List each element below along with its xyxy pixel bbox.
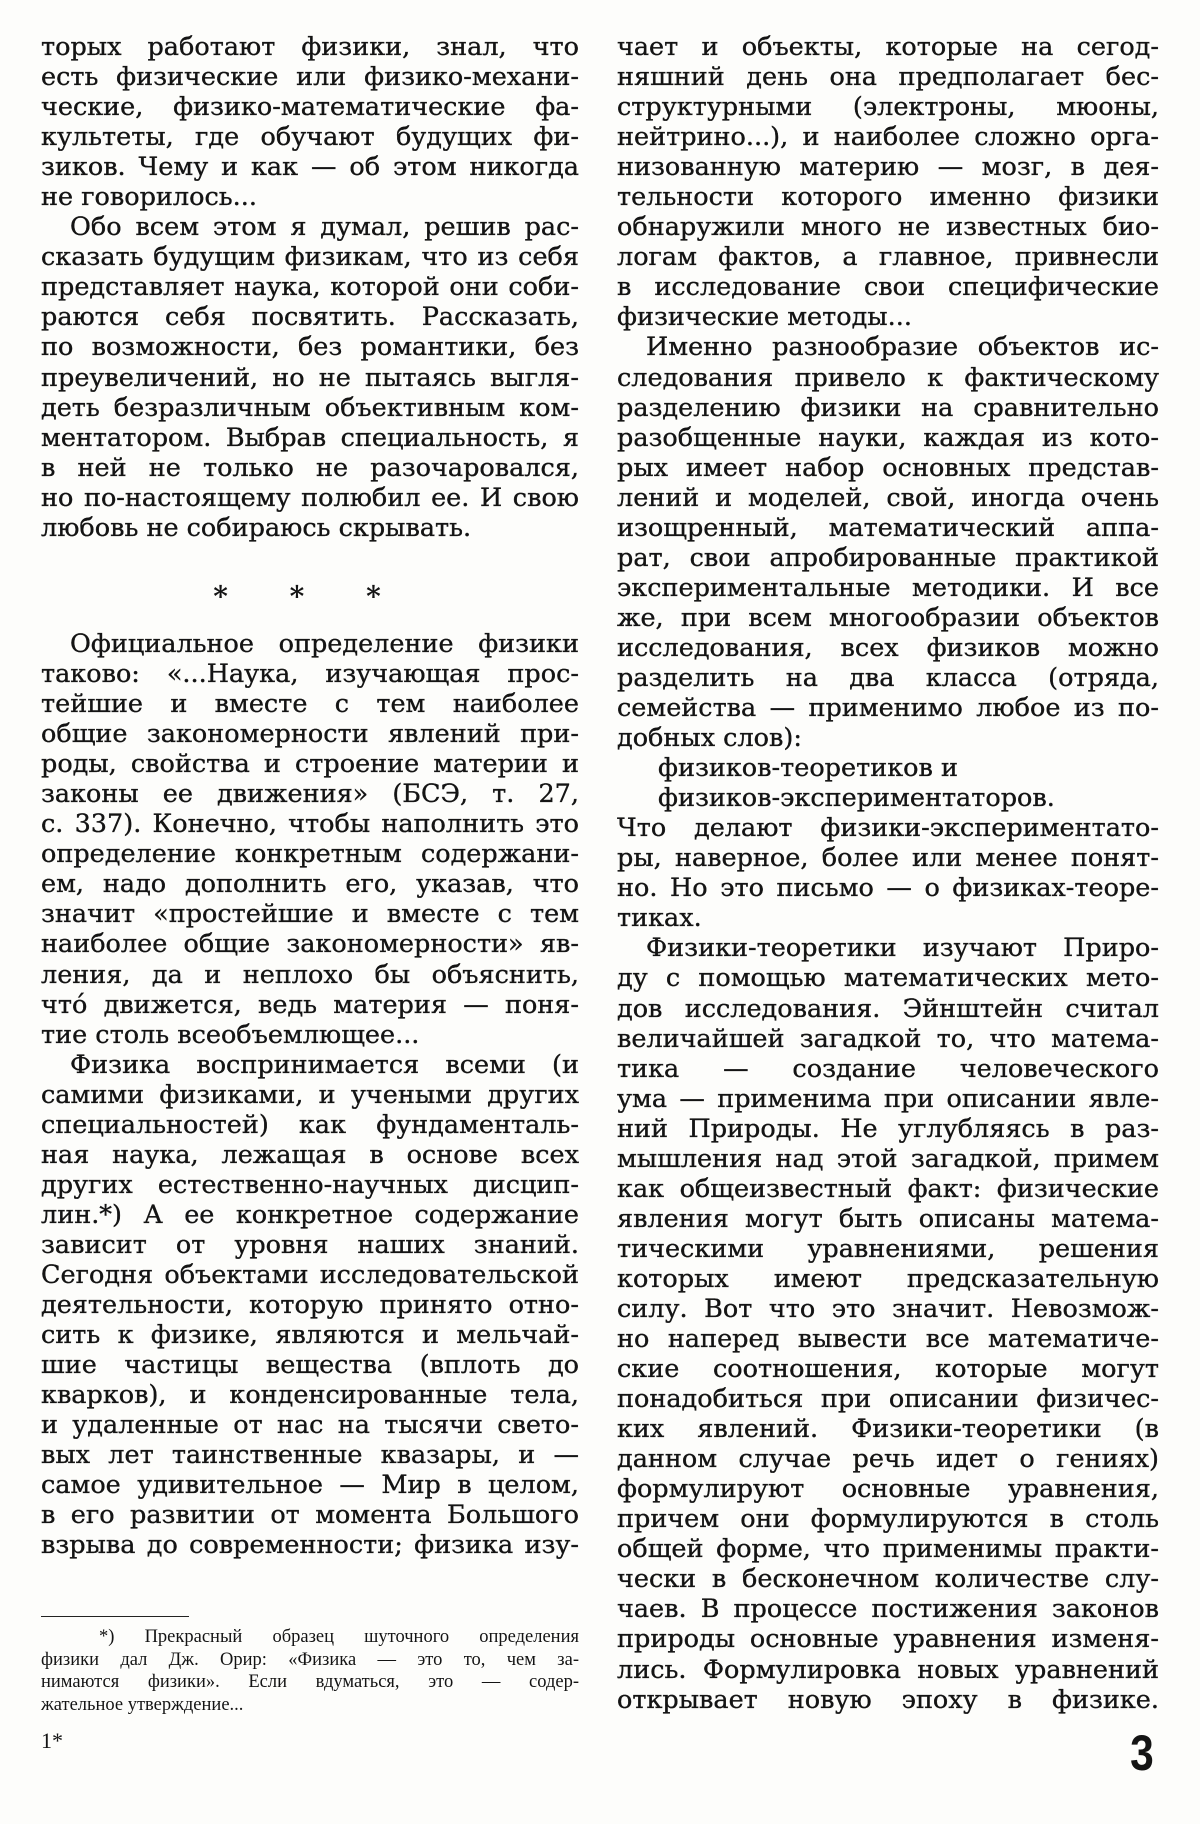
text-line: но наперед вывести все математиче- <box>617 1324 1159 1355</box>
section-separator: * * * <box>213 580 407 613</box>
text-line: лись. Формулировка новых уравнений <box>617 1654 1159 1685</box>
text-line: формулируют основные уравнения, <box>617 1474 1159 1505</box>
text-line: общей форме, что применимы практи- <box>617 1534 1159 1565</box>
text-line: вых лет таинственные квазары, и — <box>41 1440 579 1471</box>
text-line: рых имеет набор основных представ- <box>617 452 1159 483</box>
text-line: роды, свойства и строение материи и <box>41 749 579 780</box>
list-item: физиков-экспериментаторов. <box>658 783 1055 814</box>
text-line: Физики-теоретики изучают Приро- <box>646 933 1159 964</box>
text-line: мышления над этой загадкой, примем <box>617 1143 1159 1174</box>
text-line: няшний день она предполагает бес- <box>617 62 1159 93</box>
text-line: зиков. Чему и как — об этом никогда <box>41 152 579 183</box>
text-line: же, при всем многообразии объектов <box>617 602 1159 633</box>
text-line: по возможности, без романтики, без <box>41 332 579 363</box>
paragraph <box>41 212 579 543</box>
text-line: сить к физике, являются и мельчай- <box>41 1320 579 1351</box>
text-line: разделению физики на сравнительно <box>617 392 1159 423</box>
text-line: шие частицы вещества (вплоть до <box>41 1350 579 1381</box>
paragraph <box>617 933 1159 1714</box>
text-line: но по-настоящему полюбил ее. И свою <box>41 482 579 513</box>
text-line: специальностей) как фундаменталь- <box>41 1109 579 1140</box>
text-line: природы основные уравнения изменя- <box>617 1624 1159 1655</box>
paragraph <box>617 32 1159 332</box>
text-line: нейтрино...), и наиболее сложно орга- <box>617 122 1159 153</box>
text-line: определение конкретным содержани- <box>41 839 579 870</box>
text-line: есть физические или физико-механи- <box>41 62 579 93</box>
text-line: исследования, всех физиков можно <box>617 632 1159 663</box>
text-line: семейства — применимо любое из по- <box>617 693 1159 724</box>
text-line: взрыва до современности; физика изу- <box>41 1530 579 1561</box>
text-line: но. Но это письмо — о физиках-теоре- <box>617 873 1159 904</box>
text-line: величайшей загадкой то, что матема- <box>617 1023 1159 1054</box>
text-line: сказать будущим физикам, что из себя <box>41 242 579 273</box>
text-line: ры, наверное, более или менее понят- <box>617 843 1159 874</box>
text-line: следования привело к фактическому <box>617 362 1159 393</box>
text-line: в исследование свои специфические <box>617 272 1159 303</box>
text-line: изощренный, математический аппа- <box>617 512 1159 543</box>
left-column-top <box>41 32 579 543</box>
text-line: ких явлений. Физики-теоретики (в <box>617 1414 1159 1445</box>
text-line: раются себя посвятить. Рассказать, <box>41 302 579 333</box>
right-column <box>617 32 1159 1715</box>
text-line: логам фактов, а главное, привнесли <box>617 242 1159 273</box>
text-line: самое удивительное — Мир в целом, <box>41 1470 579 1501</box>
text-line: рат, свои апробированные практикой <box>617 542 1159 573</box>
text-line: самими физиками, и учеными других <box>41 1079 579 1110</box>
text-line: ментатором. Выбрав специальность, я <box>41 422 579 453</box>
paragraph <box>41 1050 579 1561</box>
text-line: ная наука, лежащая в основе всех <box>41 1139 579 1170</box>
text-line: культеты, где обучают будущих фи- <box>41 122 579 153</box>
text-line: не говорилось... <box>41 182 257 213</box>
text-line: разделить на два класса (отряда, <box>617 662 1159 693</box>
text-line: тейшие и вместе с тем наиболее <box>41 689 579 720</box>
text-line: наиболее общие закономерности» яв- <box>41 929 579 960</box>
signature-mark: 1* <box>41 1728 63 1753</box>
text-line: тие столь всеобъемлющее... <box>41 1019 420 1050</box>
footnote-line: *) Прекрасный образец шуточного определения <box>99 1627 579 1647</box>
text-line: представляет наука, которой они соби- <box>41 272 579 303</box>
text-line: законы ее движения» (БСЭ, т. 27, <box>41 779 579 810</box>
text-line: ления, да и неплохо бы объяснить, <box>41 959 579 990</box>
text-line: зависит от уровня наших знаний. <box>41 1229 579 1260</box>
text-line: деть безразличным объективным ком- <box>41 392 579 423</box>
text-line: общие закономерности явлений при- <box>41 719 579 750</box>
text-line: значит «простейшие и вместе с тем <box>41 899 579 930</box>
text-line: добных слов): <box>617 723 802 754</box>
text-line: торых работают физики, знал, что <box>41 32 579 62</box>
footnote-line: нимаются физики». Если вдуматься, это — содер- <box>41 1672 579 1693</box>
footnote <box>41 1626 579 1716</box>
footnote-line: жательное утверждение... <box>41 1694 244 1715</box>
text-line: как общеизвестный факт: физические <box>617 1173 1159 1204</box>
text-line: Именно разнообразие объектов ис- <box>646 332 1159 363</box>
text-line: Официальное определение физики <box>70 629 579 659</box>
text-line: экспериментальные методики. И все <box>617 572 1159 603</box>
text-line: в ней не только не разочаровался, <box>41 452 579 483</box>
text-line: любовь не собираюсь скрывать. <box>41 512 472 543</box>
text-line: физические методы... <box>617 302 912 333</box>
list <box>617 753 1159 813</box>
text-line: Обо всем этом я думал, решив рас- <box>70 212 579 243</box>
text-line: открывает новую эпоху в физике. <box>617 1684 1159 1715</box>
paragraph <box>617 813 1159 933</box>
text-line: деятельности, которую принято отно- <box>41 1290 579 1321</box>
text-line: Сегодня объектами исследовательской <box>41 1259 579 1290</box>
text-line: ду с помощью математических мето- <box>617 963 1159 994</box>
text-line: кварков), и конденсированные тела, <box>41 1380 579 1411</box>
paragraph <box>41 629 579 1050</box>
paragraph <box>617 332 1159 753</box>
text-line: тическими уравнениями, решения <box>617 1233 1159 1264</box>
text-line: ческие, физико-математические фа- <box>41 92 579 123</box>
text-line: структурными (электроны, мюоны, <box>617 92 1159 123</box>
text-line: преувеличений, но не пытаясь выгля- <box>41 362 579 393</box>
text-line: что́ движется, ведь материя — поня- <box>41 989 579 1020</box>
text-line: разобщенные науки, каждая из кото- <box>617 422 1159 453</box>
text-line: ские соотношения, которые могут <box>617 1354 1159 1385</box>
text-line: силу. Вот что это значит. Невозмож- <box>617 1293 1159 1324</box>
text-line: Физика воспринимается всеми (и <box>70 1049 579 1080</box>
page-number: 3 <box>1130 1725 1154 1781</box>
text-line: чаев. В процессе постижения законов <box>617 1594 1159 1625</box>
text-line: и удаленные от нас на тысячи свето- <box>41 1410 579 1441</box>
text-line: с. 337). Конечно, чтобы наполнить это <box>41 809 579 840</box>
text-line: низованную материю — мозг, в дея- <box>617 152 1159 183</box>
text-line: ума — применима при описании явле- <box>617 1083 1159 1114</box>
text-line: лений и моделей, свой, иногда очень <box>617 482 1159 513</box>
footnote-divider <box>41 1616 189 1617</box>
text-line: лин.*) А ее конкретное содержание <box>41 1199 579 1230</box>
text-line: тиках. <box>617 903 702 934</box>
text-line: обнаружили много не известных био- <box>617 212 1159 243</box>
text-line: тика — создание человеческого <box>617 1053 1159 1084</box>
text-line: понадобиться при описании физичес- <box>617 1384 1159 1415</box>
text-line: таково: «...Наука, изучающая прос- <box>41 659 579 690</box>
left-column-bottom <box>41 629 579 1560</box>
text-line: явления могут быть описаны матема- <box>617 1203 1159 1234</box>
text-line: данном случае речь идет о гениях) <box>617 1444 1159 1475</box>
text-line: ем, надо дополнить его, указав, что <box>41 869 579 900</box>
list-item: физиков-теоретиков и <box>658 753 958 784</box>
text-line: дов исследования. Эйнштейн считал <box>617 993 1159 1024</box>
text-line: в его развитии от момента Большого <box>41 1500 579 1531</box>
text-line: чески в бесконечном количестве слу- <box>617 1564 1159 1595</box>
text-line: других естественно-научных дисцип- <box>41 1169 579 1200</box>
text-line: ний Природы. Не углубляясь в раз- <box>617 1113 1159 1144</box>
text-line: тельности которого именно физики <box>617 182 1159 213</box>
paragraph <box>41 32 579 212</box>
text-line: причем они формулируются в столь <box>617 1504 1159 1535</box>
text-line: Что делают физики-экспериментато- <box>617 813 1159 844</box>
footnote-line: физики дал Дж. Орир: «Физика — это то, чем за- <box>41 1649 579 1670</box>
text-line: которых имеют предсказательную <box>617 1263 1159 1294</box>
text-line: чает и объекты, которые на сегод- <box>617 32 1159 62</box>
